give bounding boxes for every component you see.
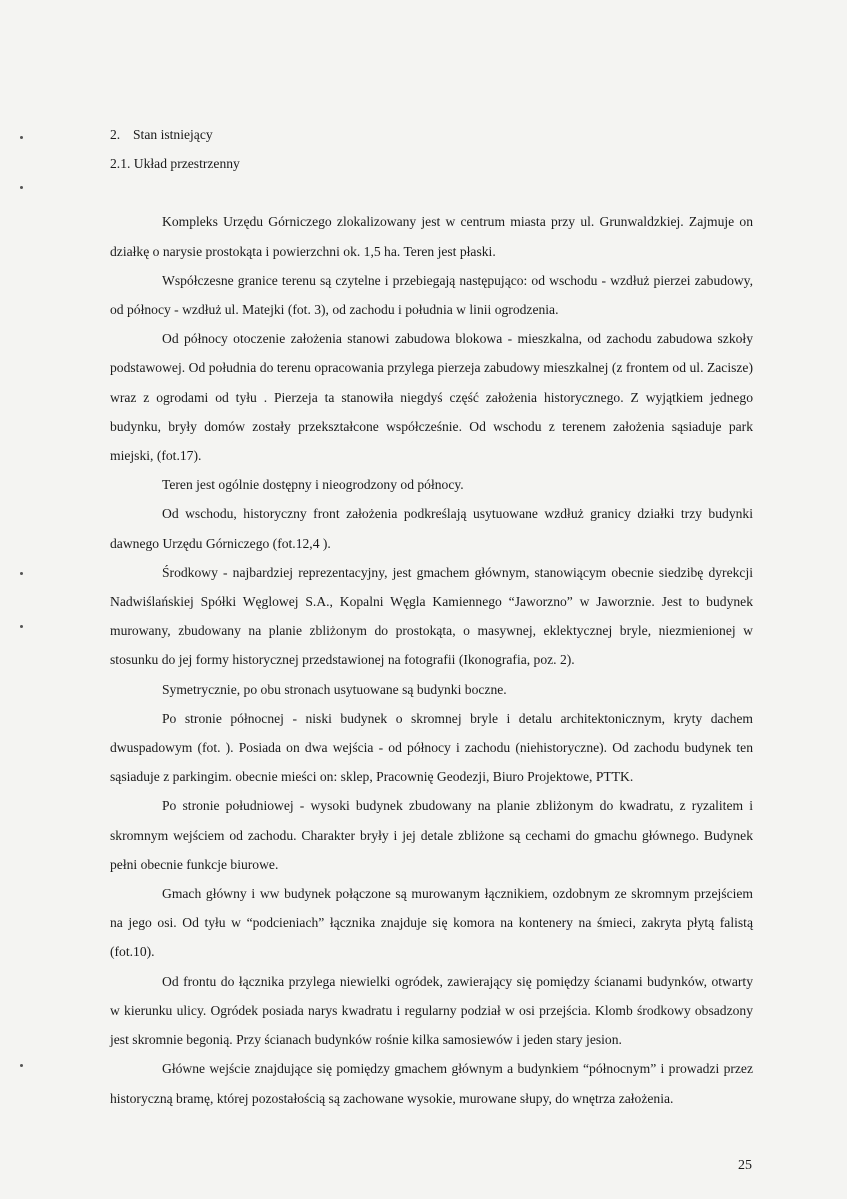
paragraph-main-building: Środkowy - najbardziej reprezentacyjny, jest gmachem głównym, stanowiącym obecnie siedzibę dyrekcji Nadwiślańskiej Spółki Węglowej S.A., Kopalni Węgla Kamiennego “Jaworzno” w Jaworznie. Jest to budynek murowany, zbudowany na planie zbliżonym do prostokąta, o masywnej, eklektycznej bryle, niezmienionej w stosunku do jej formy historycznej przedstawionej na fotografii (Ikonografia, poz. 2).: [110, 564, 753, 668]
paragraph-access: Teren jest ogólnie dostępny i nieogrodzony od północy.: [162, 477, 464, 493]
paragraph-location: Kompleks Urzędu Górniczego zlokalizowany jest w centrum miasta przy ul. Grunwaldzkiej. Zajmuje on działkę o narysie prostokąta i powierzchni ok. 1,5 ha. Teren jest płaski.: [110, 214, 753, 259]
paragraph-side-buildings: Symetrycznie, po obu stronach usytuowane są budynki boczne.: [162, 681, 507, 697]
paragraph-main-entrance: Główne wejście znajdujące się pomiędzy gmachem głównym a budynkiem “północnym” i prowadzi przez historyczną bramę, której pozostałością są zachowane wysokie, murowane słupy, do wnętrza założenia.: [110, 1061, 753, 1106]
scan-speck: [20, 572, 23, 575]
paragraph-surroundings: Od północy otoczenie założenia stanowi zabudowa blokowa - mieszkalna, od zachodu zabudowa szkoły podstawowej. Od południa do terenu opracowania przylega pierzeja zabudowy mieszkalnej (z frontem od ul. Zacisze) wraz z ogrodami od tyłu . Pierzeja ta stanowiła niegdyś część założenia historycznego. Z wyjątkiem jednego budynku, bryły domów zostały przekształcone współcześnie. Od wschodu z terenem założenia sąsiaduje park miejski, (fot.17).: [110, 331, 753, 464]
spacer: [110, 178, 753, 207]
paragraph-north-building: Po stronie północnej - niski budynek o skromnej bryle i detalu architektonicznym, kryty dachem dwuspadowym (fot. ). Posiada on dwa wejścia - od północy i zachodu (niehistoryczne). Od zachodu budynek ten sąsiaduje z parkingim. obecnie mieści on: sklep, Pracownię Geodezji, Biuro Projektowe, PTTK.: [110, 710, 753, 785]
section-number: 2.: [110, 127, 121, 142]
paragraph-front: Od wschodu, historyczny front założenia podkreślają usytuowane wzdłuż granicy działki trzy budynki dawnego Urzędu Górniczego (fot.12,4 ).: [110, 506, 753, 551]
section-heading: [110, 120, 753, 149]
paragraph-south-building: Po stronie południowej - wysoki budynek zbudowany na planie zbliżonym do kwadratu, z ryzalitem i skromnym wejściem od zachodu. Charakter bryły i jej detale zbliżone są cechami do gmachu głównego. Budynek pełni obecnie funkcje biurowe.: [110, 798, 753, 872]
section-title: Stan istniejący: [133, 127, 213, 142]
paragraph-boundaries: Współczesne granice terenu są czytelne i przebiegają następująco: od wschodu - wzdłuż pierzei zabudowy, od północy - wzdłuż ul. Matejki (fot. 3), od zachodu i południa w linii ogrodzenia.: [110, 272, 753, 318]
scan-speck: [20, 186, 23, 189]
paragraph-garden: Od frontu do łącznika przylega niewielki ogródek, zawierający się pomiędzy ścianami budynków, otwarty w kierunku ulicy. Ogródek posiada narys kwadratu i regularny podział w osi przejścia. Klomb środkowy obsadzony jest skromnie begonią. Przy ścianach budynków rośnie kilka samosiewów i jeden stary jesion.: [110, 973, 753, 1048]
page-number: 25: [738, 1158, 752, 1173]
subsection-heading: 2.1. Układ przestrzenny: [110, 156, 240, 172]
scan-speck: [20, 625, 23, 628]
scan-speck: [20, 1064, 23, 1067]
scan-speck: [20, 136, 23, 139]
document-body: [110, 120, 753, 1113]
paragraph-connector: Gmach główny i ww budynek połączone są murowanym łącznikiem, ozdobnym ze skromnym przejściem na jego osi. Od tyłu w “podcieniach” łącznika znajduje się komora na kontenery na śmieci, zakryta płytą falistą (fot.10).: [110, 886, 753, 960]
